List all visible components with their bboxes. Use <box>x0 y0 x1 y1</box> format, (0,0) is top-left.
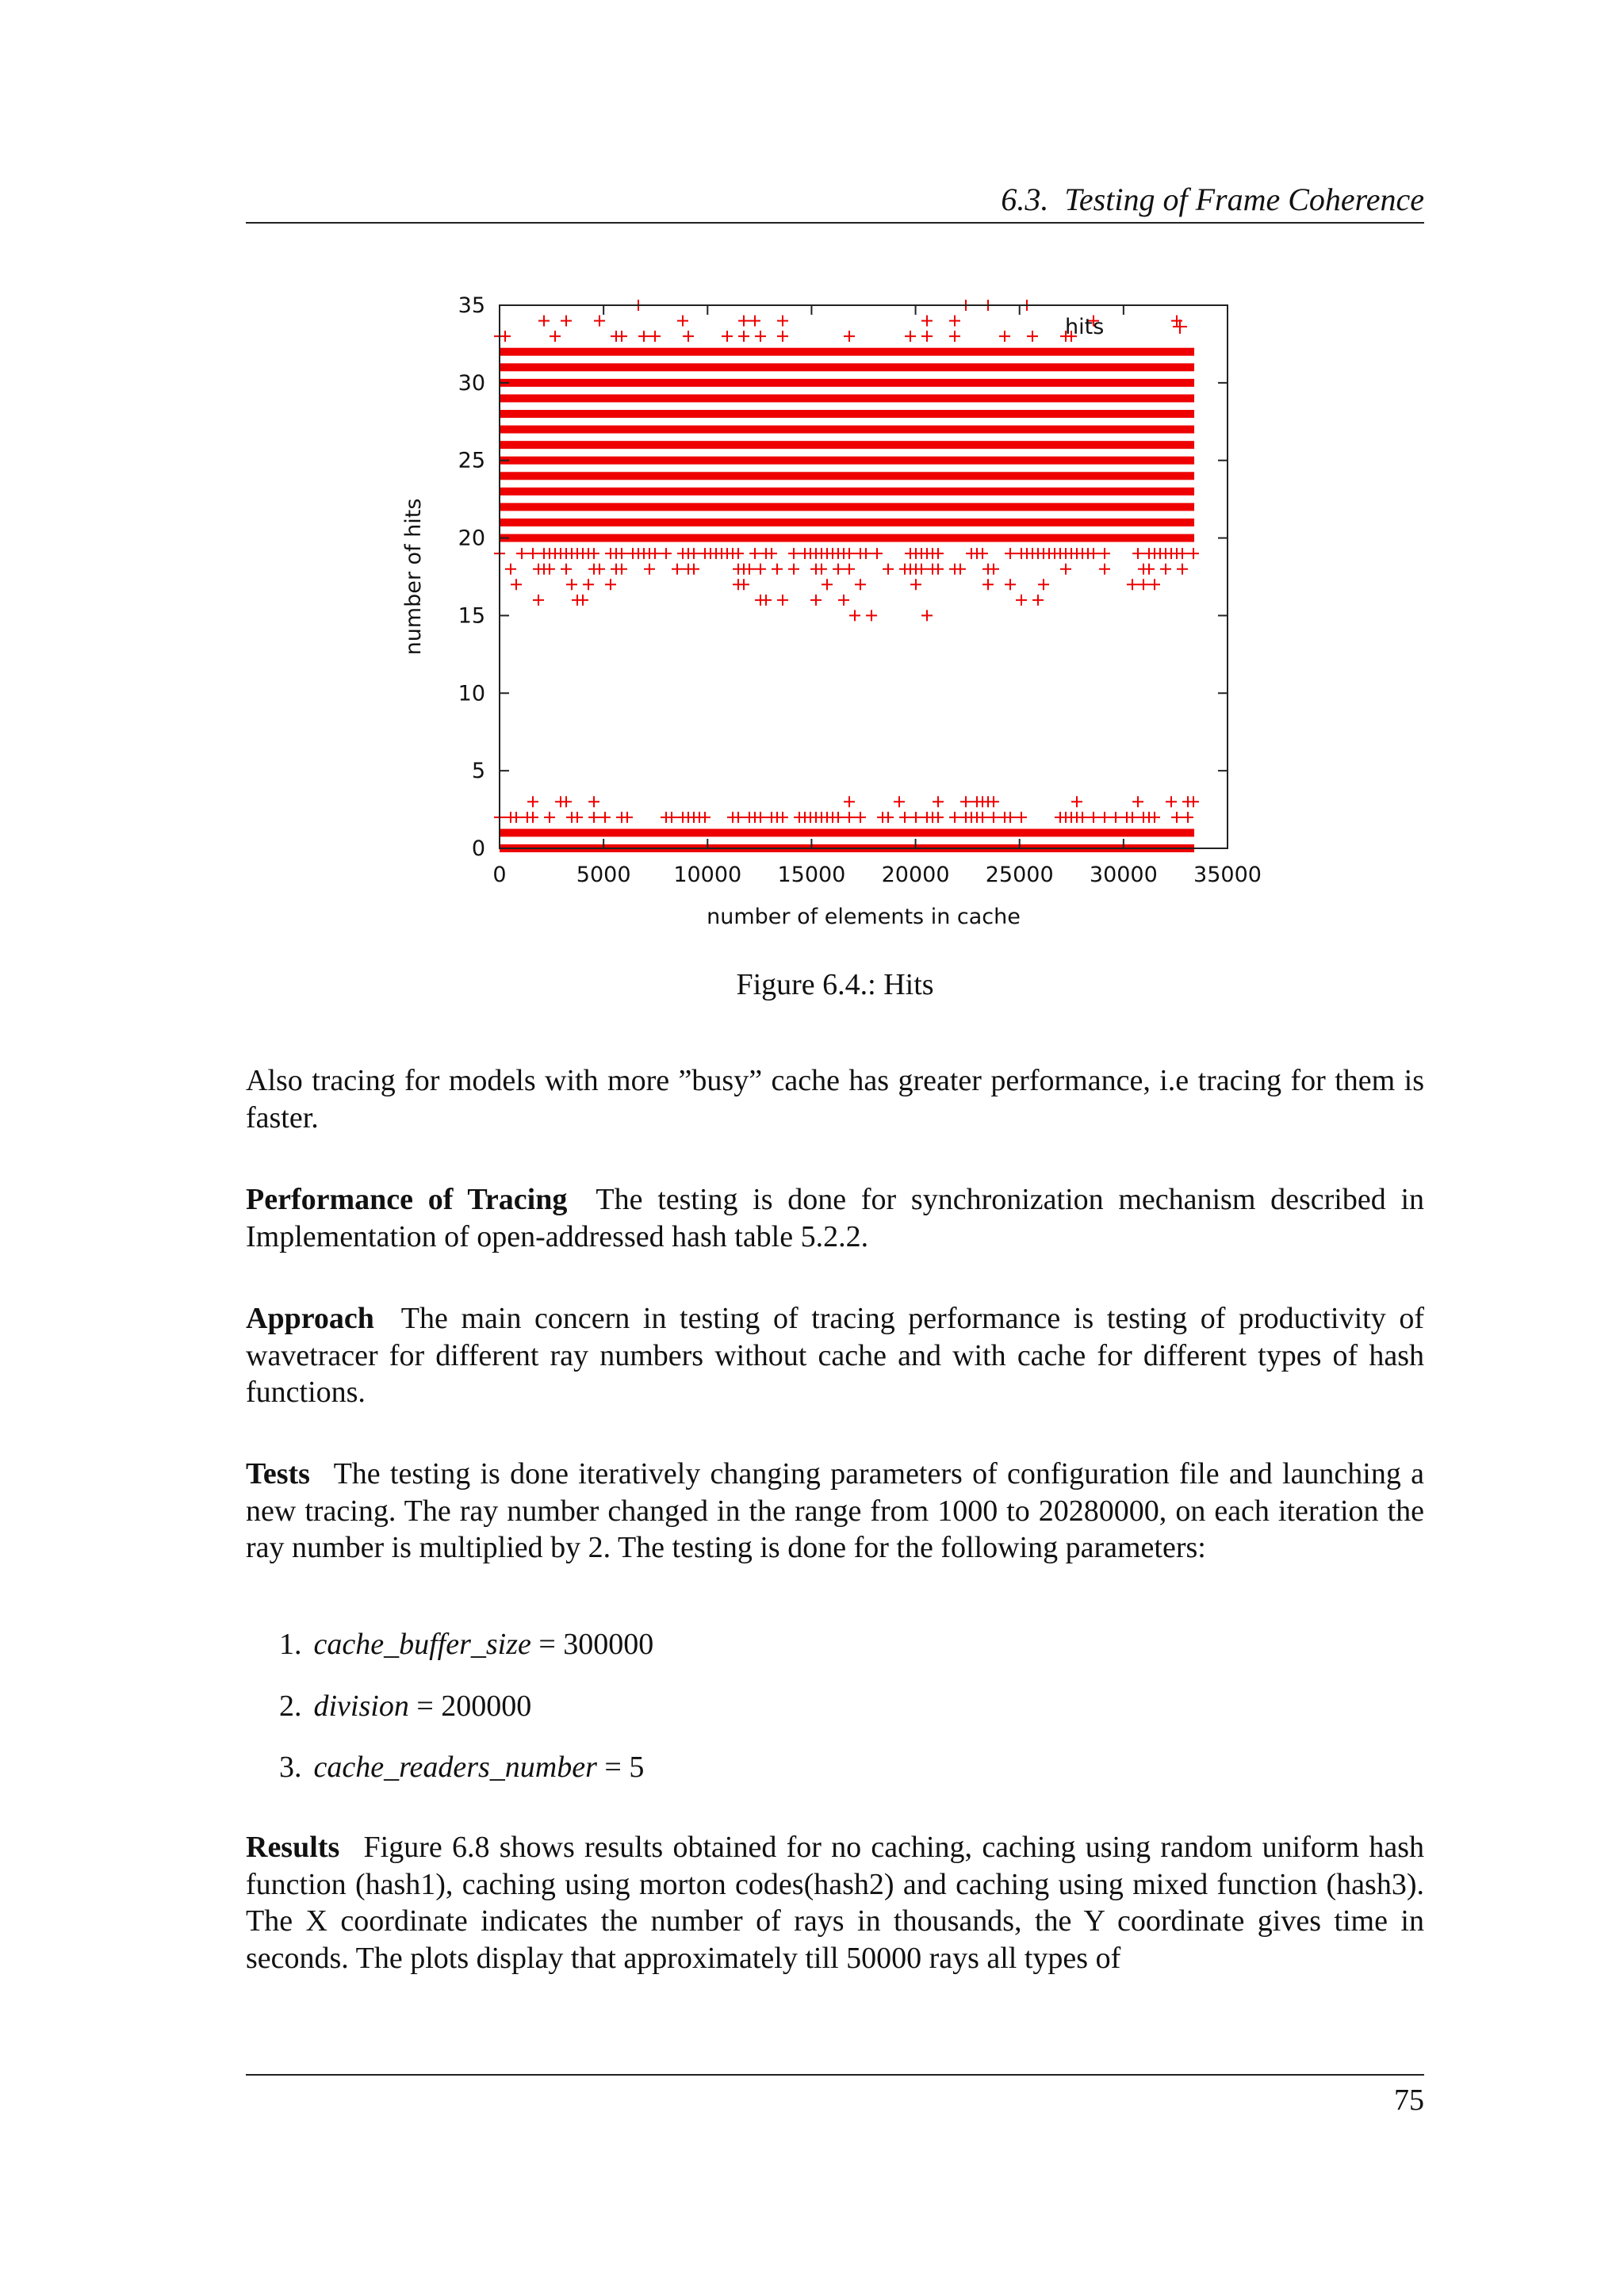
legend-label: hits <box>1065 315 1105 339</box>
list-number: 3. <box>279 1751 302 1784</box>
parameter-value: = 200000 <box>416 1689 532 1723</box>
paragraph-heading: Tests <box>246 1457 310 1490</box>
parameter-list-item <box>279 1750 644 1785</box>
paragraph-heading: Approach <box>246 1302 374 1335</box>
x-tick-label: 20000 <box>881 863 950 887</box>
x-tick-label: 5000 <box>576 863 631 887</box>
hits-dense-band <box>500 534 1194 542</box>
hits-sparse-points <box>511 579 1160 590</box>
hits-dense-band <box>500 379 1194 387</box>
hits-dense-band <box>500 519 1194 526</box>
hits-dense-band <box>500 828 1194 836</box>
running-header <box>246 181 1424 218</box>
hits-scatter-plot <box>396 285 1285 943</box>
x-axis-label: number of elements in cache <box>707 905 1021 929</box>
header-title: Testing of Frame Coherence <box>1064 182 1424 217</box>
hits-marks <box>494 300 1199 852</box>
hits-sparse-points <box>533 595 1044 606</box>
hits-dense-band <box>500 488 1194 496</box>
y-tick-label: 0 <box>471 836 485 861</box>
hits-sparse-points <box>494 812 1193 823</box>
y-axis-ticks <box>458 293 1228 861</box>
hits-dense-band <box>500 394 1194 402</box>
hits-dense-band <box>500 503 1194 511</box>
paragraph-text: Also tracing for models with more ”busy” cache has greater performance, i.e tracing for them is faster. <box>246 1064 1424 1135</box>
x-axis-ticks <box>492 305 1262 887</box>
list-number: 2. <box>279 1689 302 1723</box>
paragraph-heading: Performance of Tracing <box>246 1183 568 1216</box>
paragraph-performance-of-tracing <box>246 1181 1424 1255</box>
hits-sparse-points <box>494 548 1199 559</box>
x-tick-label: 25000 <box>985 863 1054 887</box>
figure-caption: Figure 6.4.: Hits <box>736 968 934 1001</box>
x-tick-label: 10000 <box>673 863 742 887</box>
hits-sparse-points <box>527 796 1199 807</box>
hits-sparse-points <box>849 610 933 621</box>
parameter-value: = 5 <box>604 1751 645 1784</box>
parameter-value: = 300000 <box>538 1628 654 1661</box>
hits-sparse-points <box>494 331 1077 342</box>
x-tick-label: 15000 <box>777 863 846 887</box>
header-rule <box>246 222 1424 224</box>
hits-dense-band <box>500 348 1194 356</box>
paragraph-text: The testing is done for synchronization mechanism described in Implementation of open-addressed hash table 5.2.2. <box>246 1183 1424 1253</box>
list-number: 1. <box>279 1628 302 1661</box>
footer-rule <box>246 2074 1424 2076</box>
y-tick-label: 10 <box>458 681 485 706</box>
hits-sparse-points <box>505 564 1188 575</box>
y-tick-label: 35 <box>458 293 485 318</box>
parameter-name: cache_buffer_size <box>313 1628 531 1661</box>
paragraph-busy-cache <box>246 1062 1424 1136</box>
hits-dense-band <box>500 426 1194 434</box>
y-tick-label: 25 <box>458 448 485 473</box>
paragraph-tests <box>246 1456 1424 1567</box>
x-tick-label: 30000 <box>1089 863 1158 887</box>
legend-marker <box>1173 320 1187 334</box>
paragraph-heading: Results <box>246 1831 340 1864</box>
parameter-list-item <box>279 1627 653 1662</box>
header-section: 6.3. <box>1001 182 1049 217</box>
hits-dense-band <box>500 472 1194 480</box>
paragraph-text: Figure 6.8 shows results obtained for no caching, caching using random uniform hash function (hash1), caching using morton codes(hash2) and caching using mixed function (hash3). The X coordinate indicates the number of rays in thousands, the Y coordinate gives time in seconds. The plots display that approximately till 50000 rays all types of <box>246 1831 1424 1975</box>
paragraph-results <box>246 1829 1424 1976</box>
page-number: 75 <box>1394 2084 1424 2117</box>
x-tick-label: 35000 <box>1193 863 1262 887</box>
y-tick-label: 5 <box>471 759 485 784</box>
hits-dense-band <box>500 441 1194 449</box>
parameter-name: division <box>313 1689 409 1723</box>
y-tick-label: 20 <box>458 526 485 551</box>
hits-dense-band <box>500 410 1194 418</box>
parameter-list-item <box>279 1689 531 1724</box>
paragraph-text: The testing is done iteratively changing parameters of configuration file and launching a new tracing. The ray number changed in the range from 1000 to 20280000, on each iteration the ray number is multiplied by 2. The testing is done for the following parameters: <box>246 1457 1424 1564</box>
hits-dense-band <box>500 457 1194 465</box>
paragraph-approach <box>246 1300 1424 1411</box>
hits-dense-band <box>500 363 1194 371</box>
y-axis-label: number of hits <box>401 498 426 656</box>
y-tick-label: 15 <box>458 603 485 629</box>
y-tick-label: 30 <box>458 370 485 396</box>
x-tick-label: 0 <box>492 863 507 887</box>
paragraph-text: The main concern in testing of tracing performance is testing of productivity of wavetracer for different ray numbers without cache and with cache for different types of hash functions. <box>246 1302 1424 1409</box>
parameter-name: cache_readers_number <box>313 1751 597 1784</box>
